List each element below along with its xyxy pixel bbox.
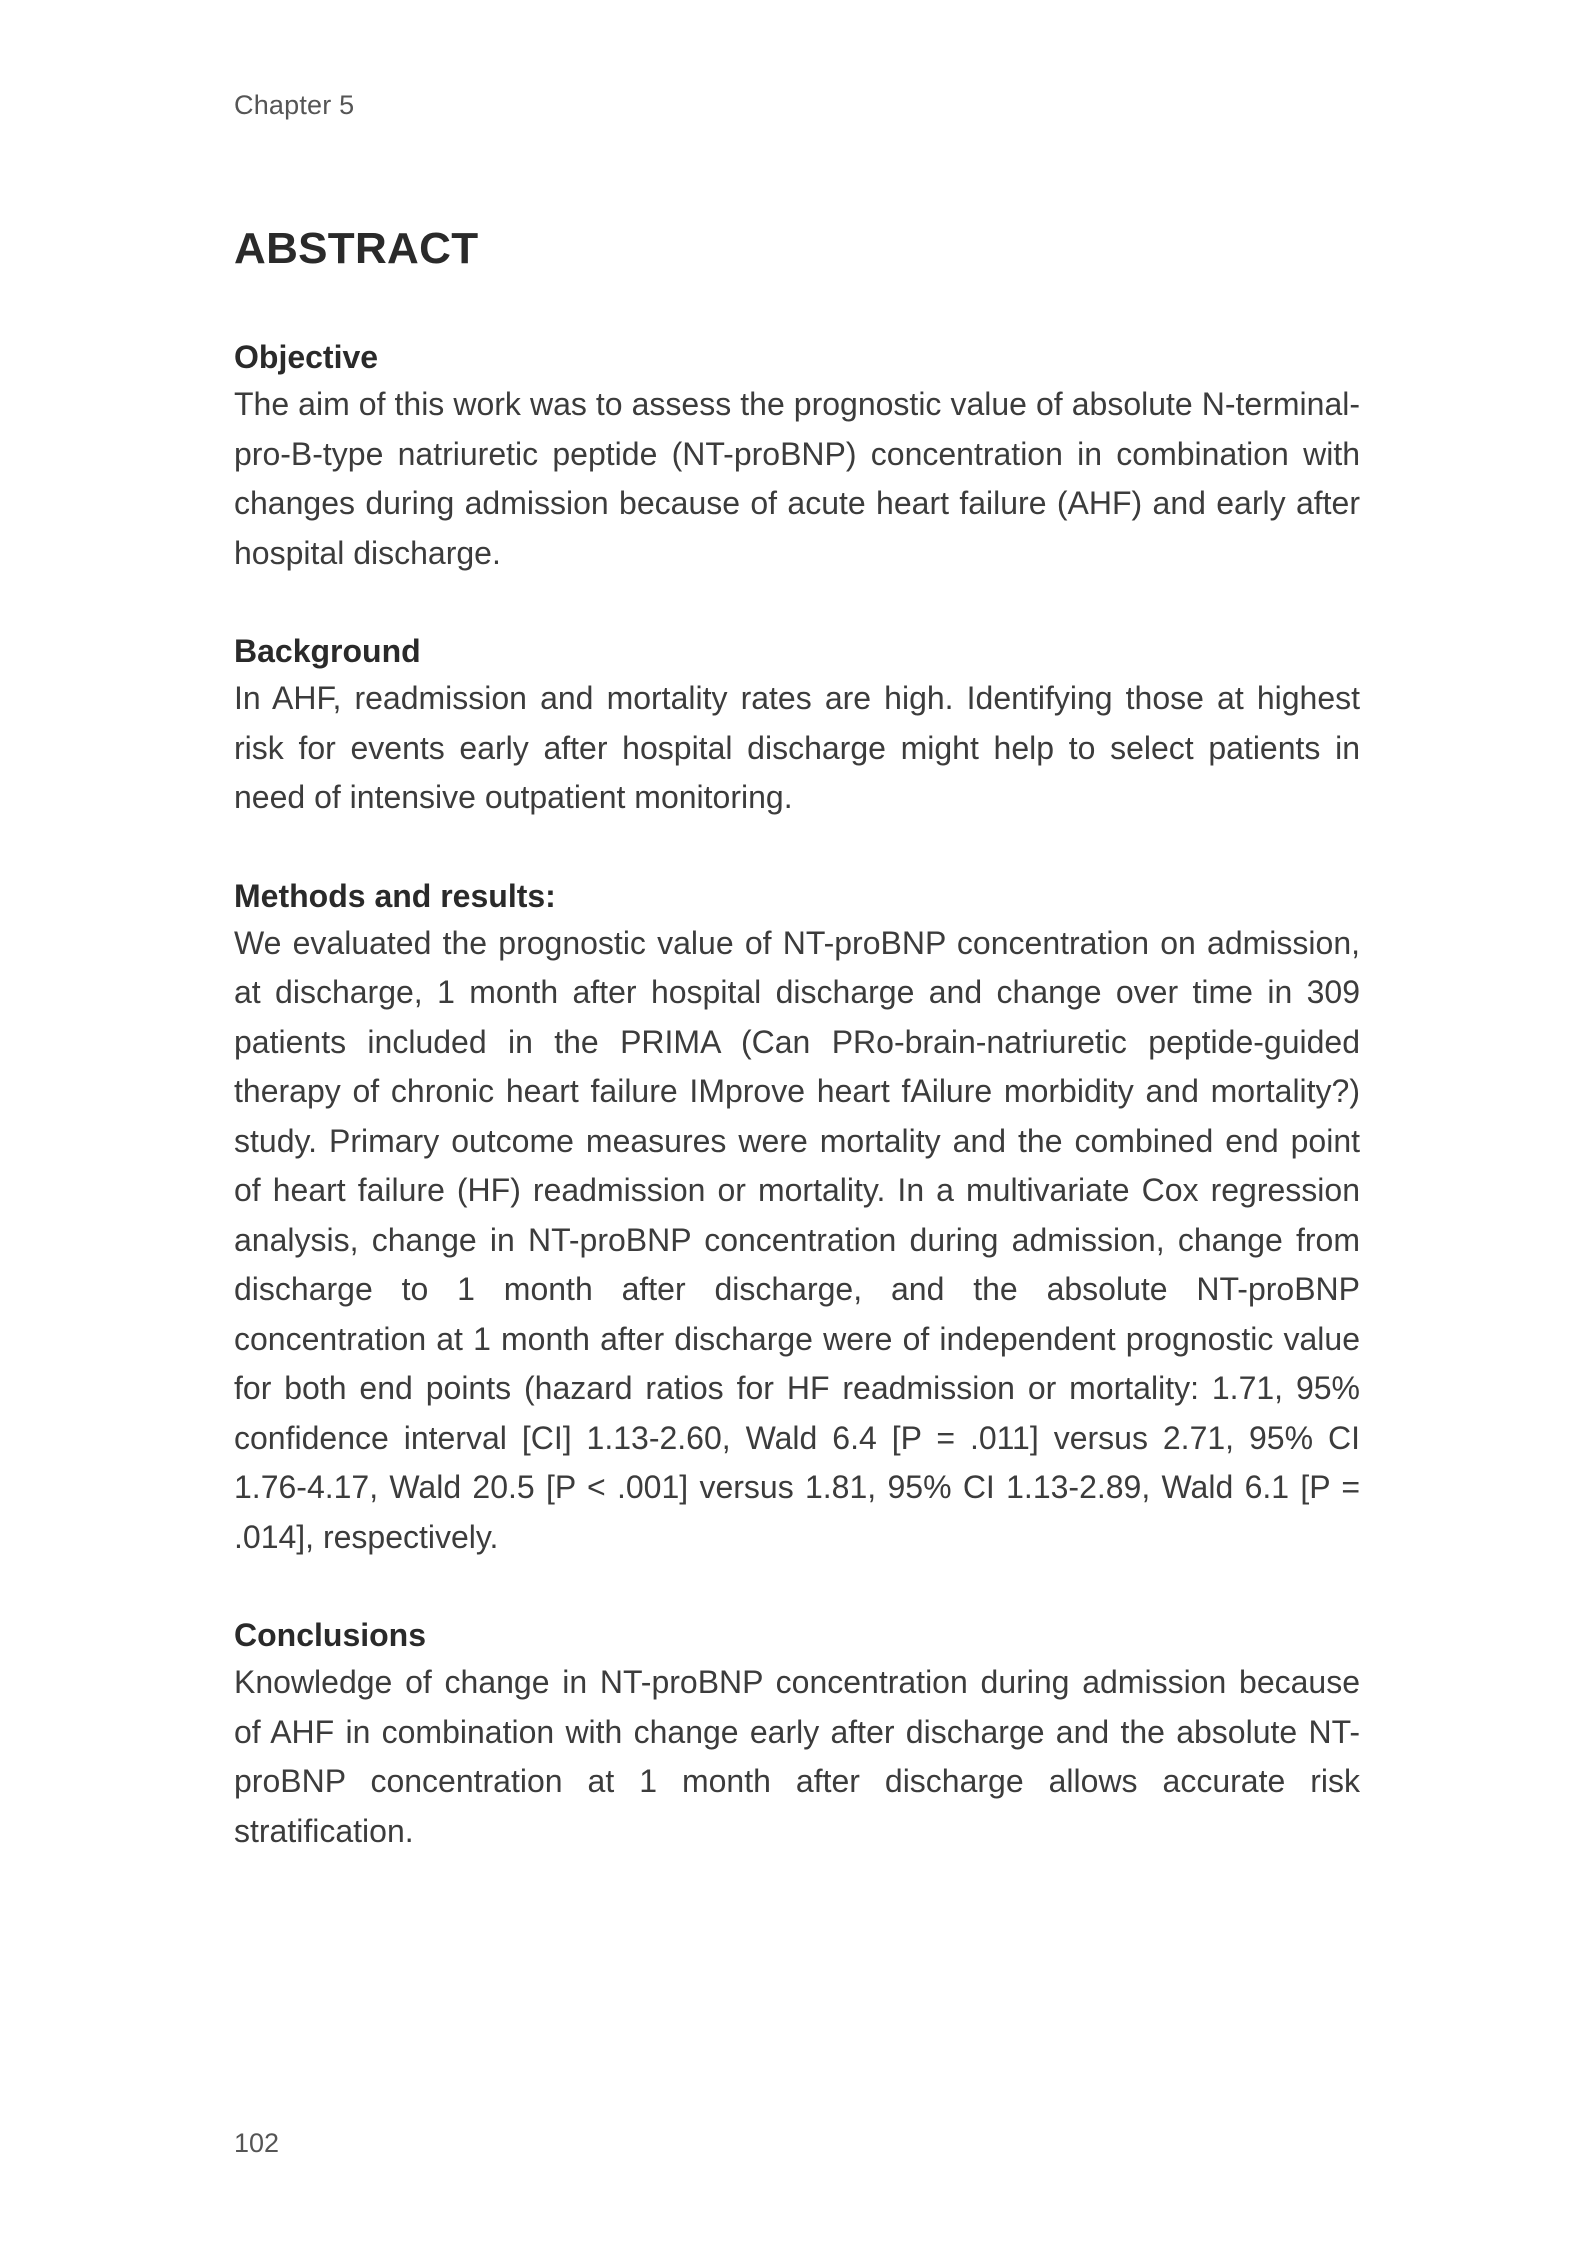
section-heading-methods-results: Methods and results:: [234, 877, 556, 914]
section-heading-background: Background: [234, 633, 421, 669]
section-objective: [234, 334, 1360, 578]
abstract-content: [234, 334, 1360, 1906]
section-body-methods-results: We evaluated the prognostic value of NT-proBNP concentration on admission, at discharge, 1 month after hospital discharge and change over time in 309 patients included in the PRIMA (Can PRo-brain-natriuretic peptide-guided therapy of chronic heart failure IMprove heart fAilure morbidity and mortality?) study. Primary outcome measures were mortality and the combined end point of heart failure (HF) readmission or mortality. In a multivariate Cox regression analysis, change in NT-proBNP concentration during admission, change from discharge to 1 month after discharge, and the absolute NT-proBNP concentration at 1 month after discharge were of independent prognostic value for both end points (hazard ratios for HF readmission or mortality: 1.71, 95% confidence interval [CI] 1.13-2.60, Wald 6.4 [P = .011] versus 2.71, 95% CI 1.76-4.17, Wald 20.5 [P < .001] versus 1.81, 95% CI 1.13-2.89, Wald 6.1 [P = .014], respectively.: [234, 924, 1360, 1555]
section-body-conclusions: Knowledge of change in NT-proBNP concentration during admission because of AHF in combination with change early after discharge and the absolute NT-proBNP concentration at 1 month after discharge allows accurate risk stratification.: [234, 1664, 1360, 1849]
section-body-background: In AHF, readmission and mortality rates are high. Identifying those at highest risk for events early after hospital discharge might help to select patients in need of intensive outpatient monitoring.: [234, 680, 1360, 815]
section-methods-results: [234, 873, 1360, 1563]
section-heading-objective: Objective: [234, 339, 379, 375]
running-header: Chapter 5: [234, 90, 355, 120]
section-body-objective: The aim of this work was to assess the prognostic value of absolute N-terminal-pro-B-type natriuretic peptide (NT-proBNP) concentration in combination with changes during admission because of acute heart failure (AHF) and early after hospital discharge.: [234, 386, 1360, 571]
section-background: [234, 628, 1360, 823]
section-conclusions: [234, 1612, 1360, 1856]
section-heading-conclusions: Conclusions: [234, 1617, 427, 1653]
page-title: ABSTRACT: [234, 224, 479, 273]
page-number: 102: [234, 2128, 280, 2158]
